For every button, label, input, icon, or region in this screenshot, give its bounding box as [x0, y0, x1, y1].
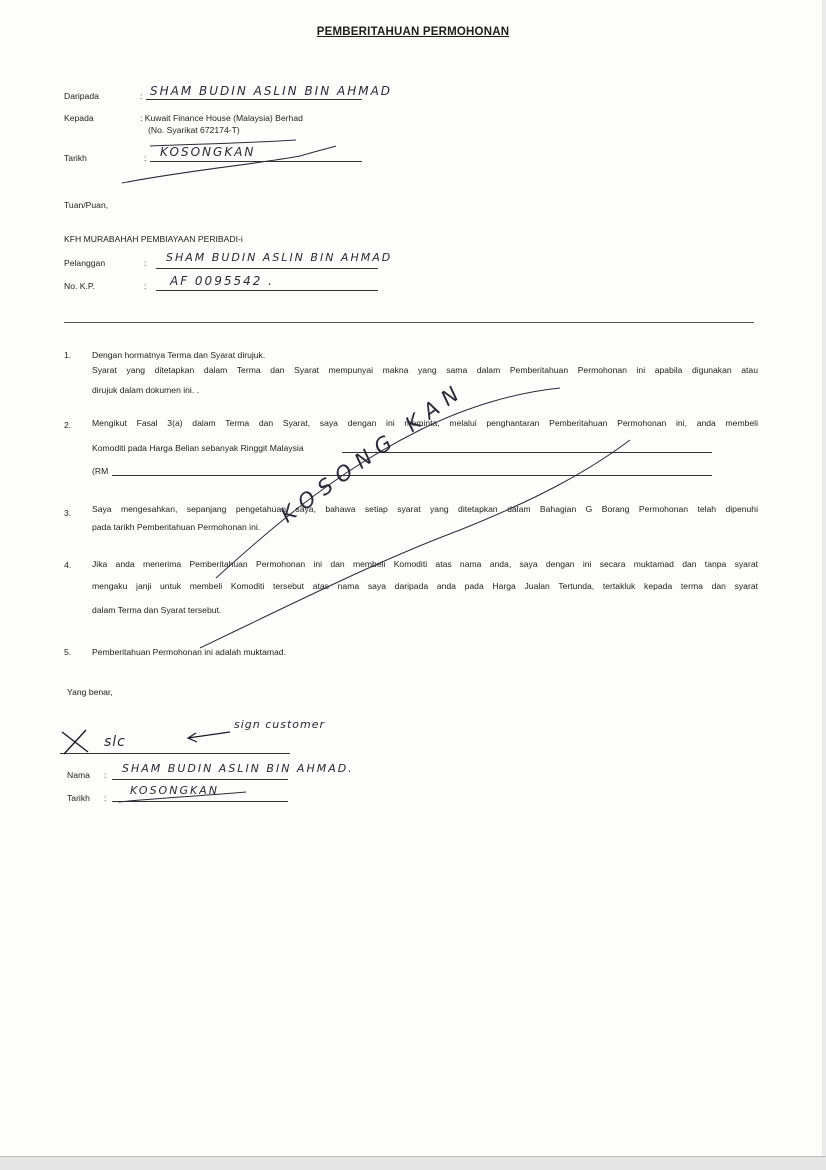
clause-1-line-3: dirujuk dalam dokumen ini. . [92, 385, 199, 395]
nokp-value: AF 0095542 . [170, 274, 274, 288]
kepada-label: Kepada [64, 113, 94, 123]
kepada-line2: (No. Syarikat 672174-T) [148, 125, 240, 135]
clause-5-number: 5. [64, 647, 72, 657]
clause-3-number: 3. [64, 508, 72, 518]
scan-bottom-edge [0, 1156, 826, 1170]
clause-2-number: 2. [64, 420, 72, 430]
nama-value: SHAM BUDIN ASLIN BIN AHMAD. [122, 762, 354, 775]
tarikh-colon: : [144, 153, 147, 163]
diagonal-kosongkan-stamp: KOSONG KAN [276, 377, 470, 528]
signature-initials: slc [104, 734, 126, 750]
clause-1-line-1: Dengan hormatnya Terma dan Syarat dirujuk. [92, 350, 266, 360]
kepada-strike-stroke [150, 140, 296, 146]
clause-4-number: 4. [64, 560, 72, 570]
diagonal-line-upper [216, 388, 560, 578]
nokp-label: No. K.P. [64, 281, 95, 291]
diagonal-line-lower [200, 440, 630, 648]
tarikh-strike-stroke [122, 146, 336, 183]
sign-customer-note: sign customer [234, 718, 326, 731]
clause-2-rm: (RM [92, 466, 109, 476]
product-name: KFH MURABAHAH PEMBIAYAAN PERIBADI-i [64, 234, 243, 244]
page-title: PEMBERITAHUAN PERMOHONAN [316, 26, 510, 38]
signature-x-mark [62, 730, 88, 754]
clause-1-number: 1. [64, 350, 72, 360]
nama-label: Nama [67, 770, 90, 780]
kepada-line1: : Kuwait Finance House (Malaysia) Berhad [140, 113, 303, 123]
clause-1-line-2: Syarat yang ditetapkan dalam Terma dan Syarat mempunyai makna yang sama dalam Pemberitahuan Permohonan ini apabila digunakan atau [92, 365, 758, 375]
sig-tarikh-value: KOSONGKAN [130, 784, 219, 797]
clause-5-line-1: Pemberitahuan Permohonan ini adalah muktamad. [92, 647, 286, 657]
sig-tarikh-scribble [118, 792, 246, 802]
clause-3-line-1: Saya mengesahkan, sepanjang pengetahuan saya, bahawa setiap syarat yang ditetapkan dalam Bahagian G Borang Permohonan telah dipenuhi [92, 504, 758, 514]
sign-arrow [188, 732, 230, 742]
pelanggan-label: Pelanggan [64, 258, 106, 268]
pelanggan-value: SHAM BUDIN ASLIN BIN AHMAD [166, 251, 393, 264]
salutation: Tuan/Puan, [64, 200, 109, 210]
daripada-colon: : [140, 91, 143, 101]
clause-4-line-3: dalam Terma dan Syarat tersebut. [92, 605, 222, 615]
daripada-value: SHAM BUDIN ASLIN BIN AHMAD [150, 84, 393, 98]
pelanggan-colon: : [144, 258, 147, 268]
sig-tarikh-colon: : [104, 793, 107, 803]
clause-2-line-1: Mengikut Fasal 3(a) dalam Terma dan Syarat, saya dengan ini meminta, melalui penghantaran Pemberitahuan Permohonan ini, anda membeli [92, 418, 758, 428]
clause-3-line-2: pada tarikh Pemberitahuan Permohonan ini. [92, 522, 261, 532]
sig-tarikh-label: Tarikh [67, 793, 90, 803]
clause-4-line-2: mengaku janji untuk membeli Komoditi tersebut atas nama saya daripada anda pada Harga Jualan Tertunda, tertakluk kepada terma dan syarat [92, 581, 758, 591]
daripada-label: Daripada [64, 91, 99, 101]
tarikh-label: Tarikh [64, 153, 87, 163]
clause-2-line-2: Komoditi pada Harga Belian sebanyak Ringgit Malaysia [92, 443, 304, 453]
nama-colon: : [104, 770, 107, 780]
nokp-colon: : [144, 281, 147, 291]
tarikh-value: KOSONGKAN [160, 145, 256, 159]
clause-4-line-1: Jika anda menerima Pemberitahuan Permohonan ini dan membeli Komoditi atas nama anda, saya dengan ini secara muktamad dan tanpa syarat [92, 559, 758, 569]
closing: Yang benar, [67, 687, 113, 697]
